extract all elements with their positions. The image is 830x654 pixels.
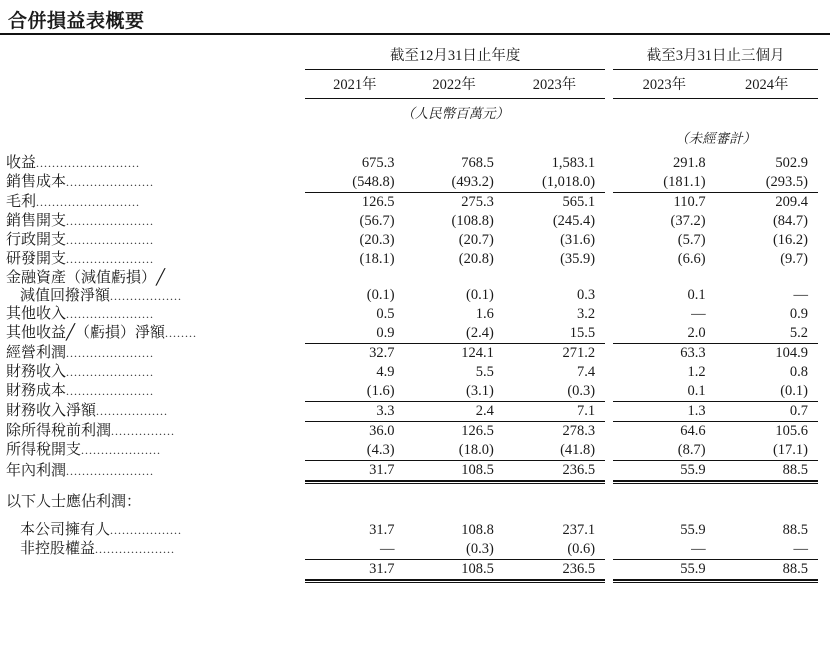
row-value: 768.5 [461, 155, 494, 171]
row-value: (0.1) [466, 287, 494, 303]
column-separator [605, 344, 613, 364]
row-value: (181.1) [663, 174, 706, 190]
row-value: 4.9 [376, 364, 395, 380]
row-value: 88.5 [782, 561, 808, 577]
row-value: 110.7 [673, 194, 706, 210]
table-body [0, 154, 818, 592]
row-value: 1.2 [687, 364, 706, 380]
row-value: 1.6 [475, 306, 494, 322]
row-label: 其他收入...................... [6, 306, 155, 322]
row-value: (108.8) [451, 213, 494, 229]
row-value: 55.9 [680, 522, 706, 538]
row-value: (35.9) [560, 251, 596, 267]
row-value: 7.4 [576, 364, 596, 380]
row-value: 0.1 [687, 383, 706, 399]
row-value: (0.3) [466, 541, 494, 557]
row-value: 271.2 [562, 345, 596, 361]
column-separator [605, 560, 613, 580]
row-value: 63.3 [680, 345, 706, 361]
financial-table [0, 44, 818, 592]
row-value: (9.7) [780, 251, 808, 267]
row-label: 財務收入...................... [6, 364, 155, 380]
table-row [0, 422, 818, 442]
row-label: 收益.......................... [6, 155, 141, 171]
row-value: 278.3 [562, 423, 596, 439]
row-value: 0.8 [789, 364, 808, 380]
row-label: 銷售成本...................... [6, 174, 155, 190]
row-value: 236.5 [562, 462, 596, 478]
row-label: 年內利潤...................... [6, 462, 155, 479]
table-row [0, 269, 818, 305]
row-value: 105.6 [775, 423, 808, 439]
row-value: 236.5 [562, 561, 596, 577]
row-value: (56.7) [359, 213, 395, 229]
row-value: (17.1) [772, 442, 808, 458]
header-year-q-2024: 2024年 [745, 77, 789, 93]
table-row [0, 363, 818, 382]
row-label: 除所得稅前利潤................ [6, 423, 176, 439]
row-value: 2.4 [475, 403, 494, 419]
row-value: (31.6) [560, 232, 596, 248]
row-value: (4.3) [366, 442, 395, 458]
table-row [0, 193, 818, 213]
row-value: 88.5 [782, 462, 808, 478]
row-value: 0.9 [789, 306, 808, 322]
row-value: 7.1 [576, 403, 596, 419]
row-label: 經營利潤...................... [6, 345, 155, 361]
column-separator [605, 422, 613, 442]
column-separator [605, 250, 613, 269]
row-value [613, 493, 715, 512]
row-label: 非控股權益.................... [20, 541, 176, 557]
table-row [0, 173, 818, 192]
row-value [504, 493, 605, 512]
row-value: 3.2 [576, 306, 596, 322]
row-value: 55.9 [680, 462, 706, 478]
table-row [0, 324, 818, 343]
row-value: (8.7) [677, 442, 706, 458]
row-value: 0.1 [687, 287, 706, 303]
row-value: (6.6) [677, 251, 706, 267]
row-value: (16.2) [772, 232, 808, 248]
row-spacer [0, 483, 818, 494]
row-label: 以下人士應佔利潤： [6, 494, 142, 510]
row-value: — [691, 306, 706, 322]
row-value: (0.3) [567, 383, 596, 399]
row-label: 金融資產（減值虧損）╱ 減值回撥淨額.................. [6, 270, 183, 304]
row-value: 2.0 [687, 325, 706, 341]
table-row [0, 540, 818, 559]
row-value: (0.1) [780, 383, 808, 399]
row-value: 88.5 [782, 522, 808, 538]
row-value: 31.7 [369, 561, 395, 577]
row-value [305, 493, 404, 512]
row-value: (0.1) [366, 287, 395, 303]
header-year-2022: 2022年 [432, 77, 476, 93]
table-row [0, 461, 818, 481]
column-separator [605, 193, 613, 213]
row-value: 275.3 [461, 194, 494, 210]
row-value: 5.2 [789, 325, 808, 341]
row-label: 其他收益╱（虧損）淨額........ [6, 325, 198, 341]
column-separator [605, 324, 613, 343]
row-value: 108.5 [461, 462, 494, 478]
row-value: 5.5 [475, 364, 494, 380]
table-row [0, 441, 818, 460]
column-separator [605, 461, 613, 481]
row-value: (20.8) [458, 251, 494, 267]
row-label: 本公司擁有人.................. [20, 522, 183, 538]
column-separator [605, 493, 613, 512]
header-year-2021: 2021年 [333, 77, 377, 93]
column-separator [605, 305, 613, 324]
column-separator [605, 382, 613, 401]
unaudited-note: （未經審計） [675, 131, 757, 146]
row-value: 108.5 [461, 561, 494, 577]
column-separator [605, 231, 613, 250]
table-row [0, 521, 818, 540]
row-value: (245.4) [552, 213, 596, 229]
table-row [0, 344, 818, 364]
table-row [0, 305, 818, 324]
row-value: (2.4) [466, 325, 494, 341]
table-row [0, 231, 818, 250]
row-label: 財務成本...................... [6, 383, 155, 399]
row-value: 3.3 [376, 403, 395, 419]
row-value: — [380, 541, 395, 557]
row-value: 0.9 [376, 325, 395, 341]
column-separator [605, 402, 613, 422]
currency-note: （人民幣百萬元） [401, 106, 510, 121]
row-value: 0.3 [576, 287, 596, 303]
row-value: (548.8) [352, 174, 395, 190]
row-value: 1,583.1 [551, 155, 596, 171]
row-value: 291.8 [672, 155, 706, 171]
header-year-q-2023: 2023年 [642, 77, 687, 93]
table-row [0, 154, 818, 173]
row-label: 財務收入淨額.................. [6, 403, 169, 419]
row-value: 15.5 [569, 325, 596, 341]
row-value: 0.5 [376, 306, 395, 322]
page-title: 合併損益表概要 [8, 11, 145, 32]
row-value: 237.1 [562, 522, 596, 538]
row-value: 209.4 [775, 194, 808, 210]
table-row [0, 493, 818, 512]
row-value: (5.7) [677, 232, 706, 248]
column-separator [605, 154, 613, 173]
row-value: 31.7 [369, 522, 395, 538]
unaudited-note-row [0, 124, 818, 149]
row-label: 銷售開支...................... [6, 213, 155, 229]
row-value: 675.3 [361, 155, 395, 171]
row-value: 31.7 [369, 462, 395, 478]
column-separator [605, 521, 613, 540]
title-divider [0, 33, 830, 35]
row-value: (18.1) [359, 251, 395, 267]
row-value: 108.8 [461, 522, 494, 538]
row-value: (41.8) [560, 442, 596, 458]
row-value: (84.7) [772, 213, 808, 229]
row-value: (20.3) [359, 232, 395, 248]
table-row [0, 212, 818, 231]
header-group-annual: 截至12月31日止年度 [389, 48, 521, 64]
row-value: — [793, 287, 808, 303]
row-label [0, 560, 305, 580]
column-separator [605, 269, 613, 305]
row-label: 研發開支...................... [6, 251, 155, 267]
row-value: 565.1 [562, 194, 596, 210]
column-separator [605, 363, 613, 382]
header-year-2023: 2023年 [532, 77, 577, 93]
table-row [0, 382, 818, 401]
row-value: 64.6 [680, 423, 706, 439]
row-value [405, 493, 504, 512]
header-group-quarter: 截至3月31日止三個月 [646, 48, 785, 64]
row-spacer [0, 582, 818, 593]
row-value: (37.2) [670, 213, 706, 229]
row-value [716, 493, 818, 512]
header-group-row [0, 44, 818, 69]
row-value: (0.6) [567, 541, 596, 557]
row-value: (3.1) [466, 383, 494, 399]
row-spacer [0, 512, 818, 521]
row-label: 毛利.......................... [6, 194, 141, 210]
table-row [0, 250, 818, 269]
row-value: — [691, 541, 706, 557]
row-value: 502.9 [775, 155, 808, 171]
row-value: 55.9 [680, 561, 706, 577]
header-year-row [0, 70, 818, 98]
row-value: 124.1 [461, 345, 494, 361]
row-label: 行政開支...................... [6, 232, 155, 248]
column-separator [605, 441, 613, 460]
row-value: 36.0 [369, 423, 395, 439]
column-separator [605, 173, 613, 192]
row-value: 104.9 [775, 345, 808, 361]
row-value: 1.3 [687, 403, 706, 419]
row-value: (493.2) [451, 174, 494, 190]
table-header [0, 44, 818, 154]
row-value: — [793, 541, 808, 557]
table-row [0, 402, 818, 422]
row-value: 0.7 [789, 403, 808, 419]
row-value: (1.6) [366, 383, 395, 399]
row-value: (18.0) [458, 442, 494, 458]
column-separator [605, 540, 613, 559]
row-value: 126.5 [361, 194, 395, 210]
row-value: (20.7) [458, 232, 494, 248]
row-value: (293.5) [765, 174, 808, 190]
row-value: 126.5 [461, 423, 494, 439]
currency-note-row [0, 99, 818, 125]
row-value: 32.7 [369, 345, 395, 361]
row-label: 所得稅開支.................... [6, 442, 162, 458]
table-row [0, 560, 818, 580]
row-value: (1,018.0) [541, 174, 596, 190]
column-separator [605, 212, 613, 231]
